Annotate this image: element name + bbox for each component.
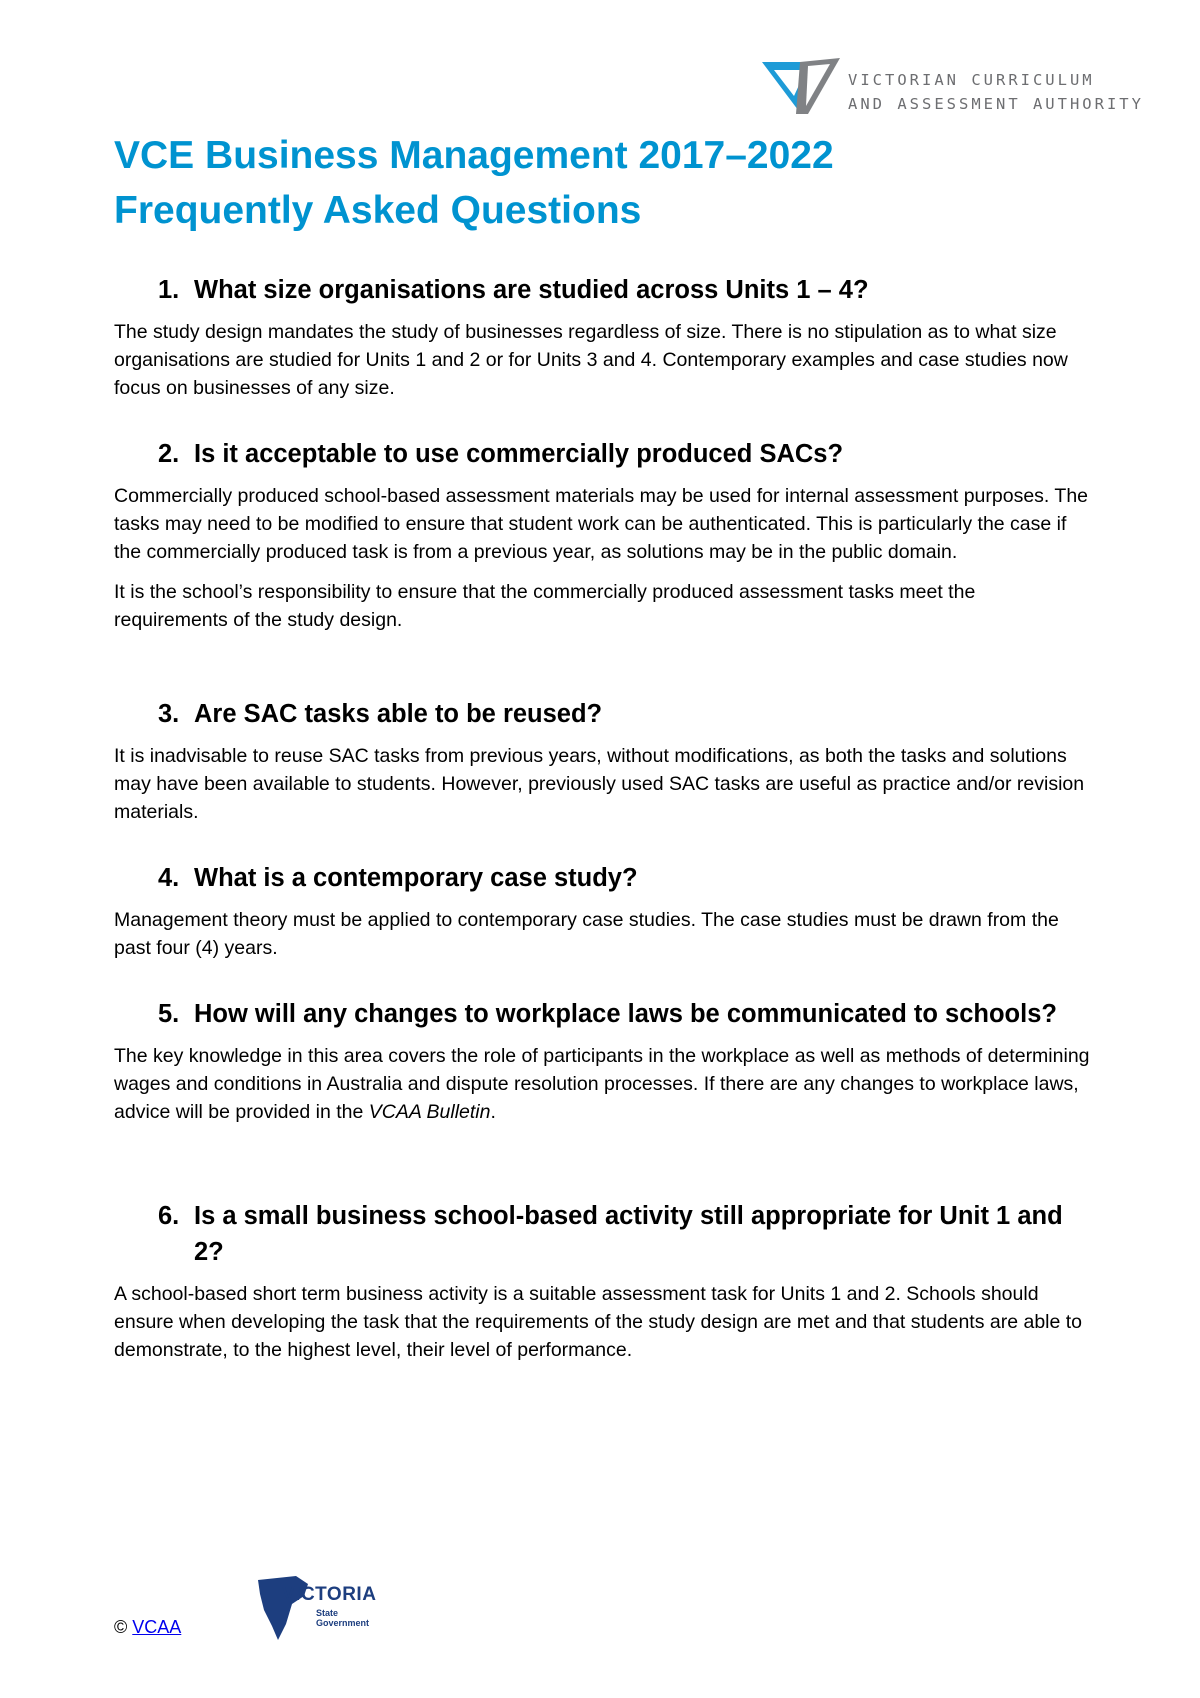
state-government-label <box>316 1608 369 1628</box>
faq-item-1 <box>114 272 1094 414</box>
faq-answer <box>114 1042 1094 1126</box>
faq-question <box>114 1198 1094 1270</box>
faq-item-6 <box>114 1198 1094 1376</box>
question-number: 6. <box>158 1202 180 1230</box>
faq-question <box>114 860 1094 896</box>
faq-answer: Management theory must be applied to contemporary case studies. The case studies must be drawn from the past four (4) years. <box>114 909 1059 959</box>
question-number: 2. <box>158 440 180 468</box>
faq-answer: A school-based short term business activity is a suitable assessment task for Units 1 and 2. Schools should ensure when developing the task that the requirements of the study design are met and that students are able to demonstrate, to the highest level, their level of performance. <box>114 1283 1083 1361</box>
question-text: What size organisations are studied across Units 1 – 4? <box>194 276 869 304</box>
victoria-government-logo <box>256 1574 376 1644</box>
question-text: What is a contemporary case study? <box>194 864 638 892</box>
question-text: Is it acceptable to use commercially produced SACs? <box>194 440 844 468</box>
faq-item-4 <box>114 860 1094 974</box>
faq-question <box>114 696 1094 732</box>
page-title <box>114 128 1014 238</box>
question-number: 3. <box>158 700 180 728</box>
answer-text: The key knowledge in this area covers the role of participants in the workplace as well as methods of determining wages and conditions in Australia and dispute resolution processes. If there are any changes to workplace laws, advice will be provided in the <box>114 1045 1090 1123</box>
footer-copyright <box>114 1616 181 1638</box>
logo-line-2: AND ASSESSMENT AUTHORITY <box>848 95 1144 113</box>
question-text: How will any changes to workplace laws be communicated to schools? <box>194 1000 1057 1028</box>
victoria-wordmark: VICTORIA <box>282 1584 377 1605</box>
faq-answer: Commercially produced school-based assessment materials may be used for internal assessment purposes. The tasks may need to be modified to ensure that student work can be authenticated. This is particularly the case if the commercially produced task is from a previous year, as solutions may be in the public domain. <box>114 485 1089 563</box>
bulletin-title: VCAA Bulletin <box>368 1101 491 1123</box>
question-number: 5. <box>158 1000 180 1028</box>
faq-question <box>114 996 1094 1032</box>
faq-answer: The study design mandates the study of businesses regardless of size. There is no stipulation as to what size organisations are studied for Units 1 and 2 or for Units 3 and 4. Contemporary examples and case studies now focus on businesses of any size. <box>114 321 1068 399</box>
question-text: Is a small business school-based activity still appropriate for Unit 1 and 2? <box>194 1202 1063 1266</box>
answer-end: . <box>490 1101 496 1123</box>
vic-sub-line-2: Government <box>316 1618 370 1628</box>
logo-line-1: VICTORIAN CURRICULUM <box>848 71 1095 89</box>
copyright-symbol: © <box>114 1617 133 1637</box>
vcaa-link[interactable]: VCAA <box>132 1617 182 1637</box>
faq-answer: It is the school’s responsibility to ensure that the commercially produced assessment tasks meet the requirements of the study design. <box>114 581 976 631</box>
vcaa-chevron-icon <box>756 56 846 120</box>
title-line-1: VCE Business Management 2017–2022 <box>114 134 834 177</box>
question-number: 4. <box>158 864 180 892</box>
faq-question <box>114 436 1094 472</box>
vcaa-logo-text <box>848 68 1144 116</box>
question-text: Are SAC tasks able to be reused? <box>194 700 603 728</box>
question-number: 1. <box>158 276 180 304</box>
vcaa-logo <box>756 56 1144 126</box>
faq-item-2 <box>114 436 1094 646</box>
faq-question <box>114 272 1094 308</box>
title-line-2: Frequently Asked Questions <box>114 189 642 232</box>
vic-sub-line-1: State <box>316 1608 339 1618</box>
faq-item-5 <box>114 996 1094 1138</box>
faq-item-3 <box>114 696 1094 838</box>
faq-answer: It is inadvisable to reuse SAC tasks from previous years, without modifications, as both the tasks and solutions may have been available to students. However, previously used SAC tasks are useful as practice and/or revision materials. <box>114 745 1085 823</box>
